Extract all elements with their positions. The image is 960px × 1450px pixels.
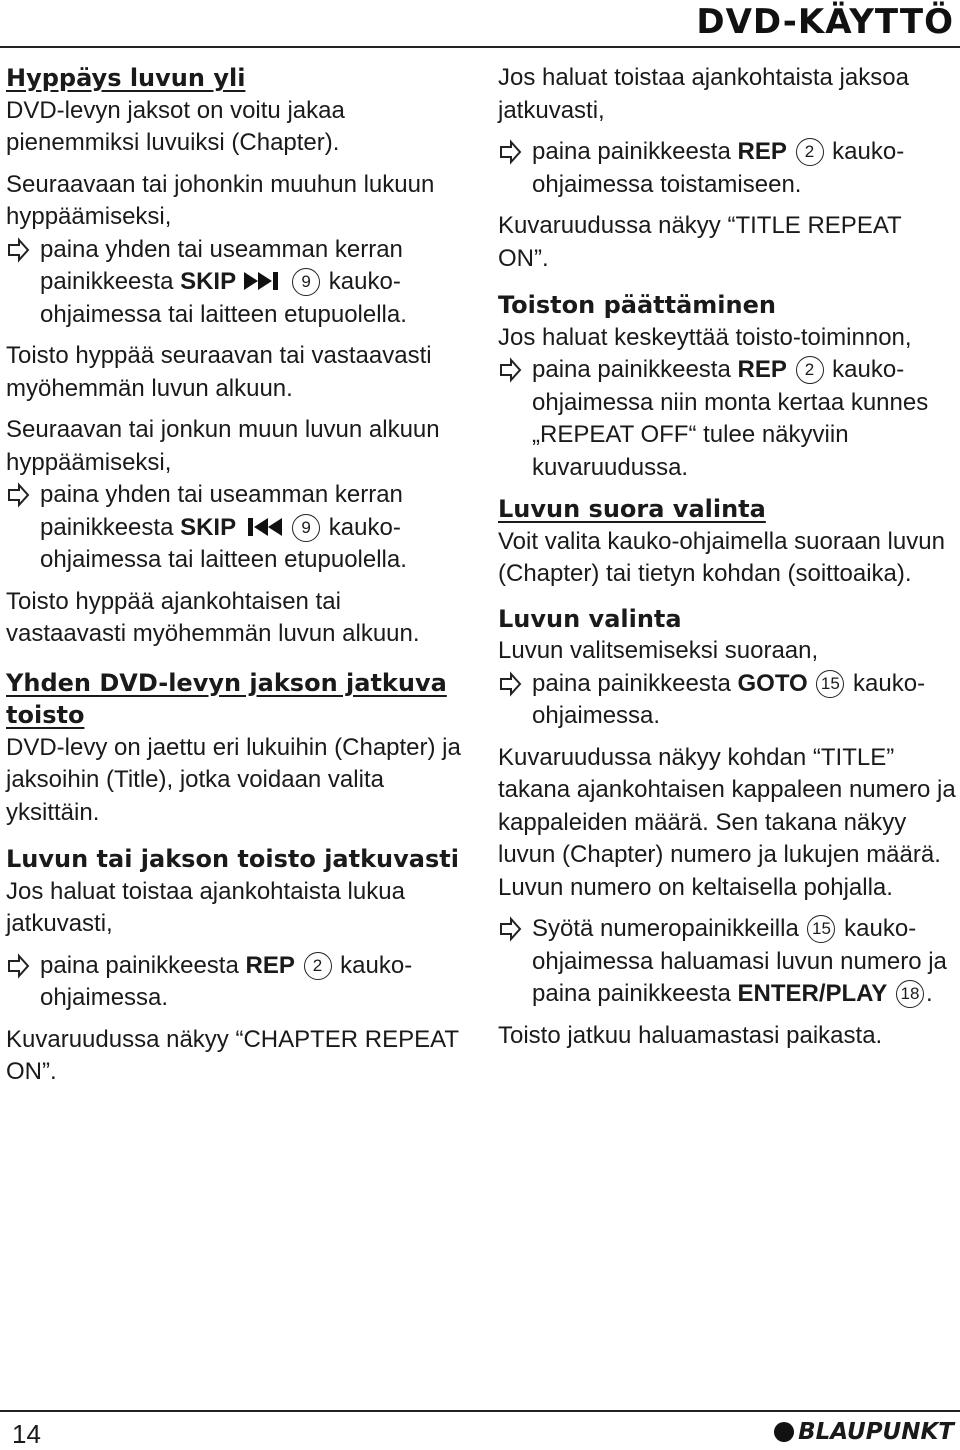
button-number-badge: 9	[292, 268, 320, 296]
paragraph: Voit valita kauko-ohjaimella suoraan luvun (Chapter) tai tietyn kohdan (soittoaika).	[498, 527, 945, 587]
paragraph: Kuvaruudussa näkyy kohdan “TITLE” takana ajankohtaisen kappaleen numero ja kappaleiden määrä. Sen takana näkyy luvun (Chapter) numero ja lukujen määrä. Luvun numero on keltaisella pohjalla.	[498, 743, 956, 901]
brand-name: BLAUPUNKT	[798, 1419, 954, 1445]
instruction-step: paina yhden tai useamman kerran painikkeesta SKIP 9 kaukoohjaimessa tai laitteen etupuolella.	[6, 479, 464, 577]
button-number-badge: 2	[796, 356, 824, 384]
paragraph: Kuvaruudussa näkyy “TITLE REPEAT ON”.	[498, 212, 902, 272]
subheading: Luvun tai jakson toisto jatkuvasti	[6, 845, 459, 873]
paragraph: Luvun valitsemiseksi suoraan,	[498, 637, 819, 664]
arrow-right-outline-icon	[498, 913, 524, 945]
paragraph: Jos haluat toistaa ajankohtaista lukua jatkuvasti,	[6, 877, 405, 937]
arrow-right-outline-icon	[6, 950, 32, 982]
button-number-badge: 2	[304, 952, 332, 980]
paragraph: Seuraavan tai jonkun muun luvun alkuun hyppäämiseksi,	[6, 416, 440, 476]
button-number-badge: 15	[807, 915, 835, 943]
skip-back-icon	[242, 516, 284, 538]
paragraph: DVD-levyn jaksot on voitu jakaa pienemmiksi luvuiksi (Chapter).	[6, 96, 345, 156]
page-number: 14	[12, 1419, 41, 1449]
paragraph: Toisto hyppää seuraavan tai vastaavasti myöhemmän luvun alkuun.	[6, 342, 432, 402]
paragraph: Toisto hyppää ajankohtaisen tai vastaavasti myöhemmän luvun alkuun.	[6, 587, 420, 647]
instruction-step: paina yhden tai useamman kerran painikkeesta SKIP 9 kaukoohjaimessa tai laitteen etupuolella.	[6, 234, 464, 332]
subheading: Toiston päättäminen	[498, 291, 776, 319]
paragraph: Jos haluat keskeyttää toisto-toiminnon,	[498, 323, 912, 351]
arrow-right-outline-icon	[498, 354, 524, 386]
button-number-badge: 15	[816, 670, 844, 698]
paragraph: Kuvaruudussa näkyy “CHAPTER REPEAT ON”.	[6, 1025, 459, 1085]
instruction-step: paina painikkeesta REP 2 kaukoohjaimessa.	[6, 950, 464, 1015]
arrow-right-outline-icon	[498, 136, 524, 168]
left-column	[6, 62, 464, 1089]
skip-forward-icon	[242, 270, 284, 292]
section-heading-direct-selection: Luvun suora valinta	[498, 495, 766, 523]
button-number-badge: 18	[896, 980, 924, 1008]
paragraph: DVD-levy on jaettu eri lukuihin (Chapter) ja jaksoihin (Title), jotka voidaan valita yksittäin.	[6, 733, 461, 826]
right-column	[498, 62, 956, 1052]
button-number-badge: 2	[796, 138, 824, 166]
page-title: DVD-KÄYTTÖ	[696, 2, 954, 42]
arrow-right-outline-icon	[498, 668, 524, 700]
subheading: Luvun valinta	[498, 604, 682, 633]
section-heading-repeat: Yhden DVD-levyn jakson jatkuva toisto	[6, 668, 447, 729]
instruction-step: paina painikkeesta GOTO 15 kauko-ohjaimessa.	[498, 668, 956, 733]
brand-logo	[774, 1419, 954, 1445]
instruction-step: paina painikkeesta REP 2 kaukoohjaimessa toistamiseen.	[498, 136, 956, 201]
paragraph: Jos haluat toistaa ajankohtaista jaksoa jatkuvasti,	[498, 64, 909, 124]
paragraph: Seuraavaan tai johonkin muuhun lukuun hyppäämiseksi,	[6, 170, 435, 230]
instruction-step: paina painikkeesta REP 2 kaukoohjaimessa niin monta kertaa kunnes „REPEAT OFF“ tulee näkyviin kuvaruudussa.	[498, 354, 956, 484]
header-divider	[0, 46, 960, 48]
logo-dot-icon	[774, 1422, 794, 1442]
paragraph: Toisto jatkuu haluamastasi paikasta.	[498, 1021, 883, 1049]
arrow-right-outline-icon	[6, 234, 32, 266]
footer-divider	[0, 1410, 960, 1412]
button-number-badge: 9	[292, 514, 320, 542]
arrow-right-outline-icon	[6, 479, 32, 511]
instruction-step: Syötä numeropainikkeilla 15 kauko-ohjaimessa haluamasi luvun numero ja paina painikkeesta ENTER/PLAY 18 .	[498, 913, 956, 1011]
section-heading-skip-chapter: Hyppäys luvun yli	[6, 64, 246, 92]
